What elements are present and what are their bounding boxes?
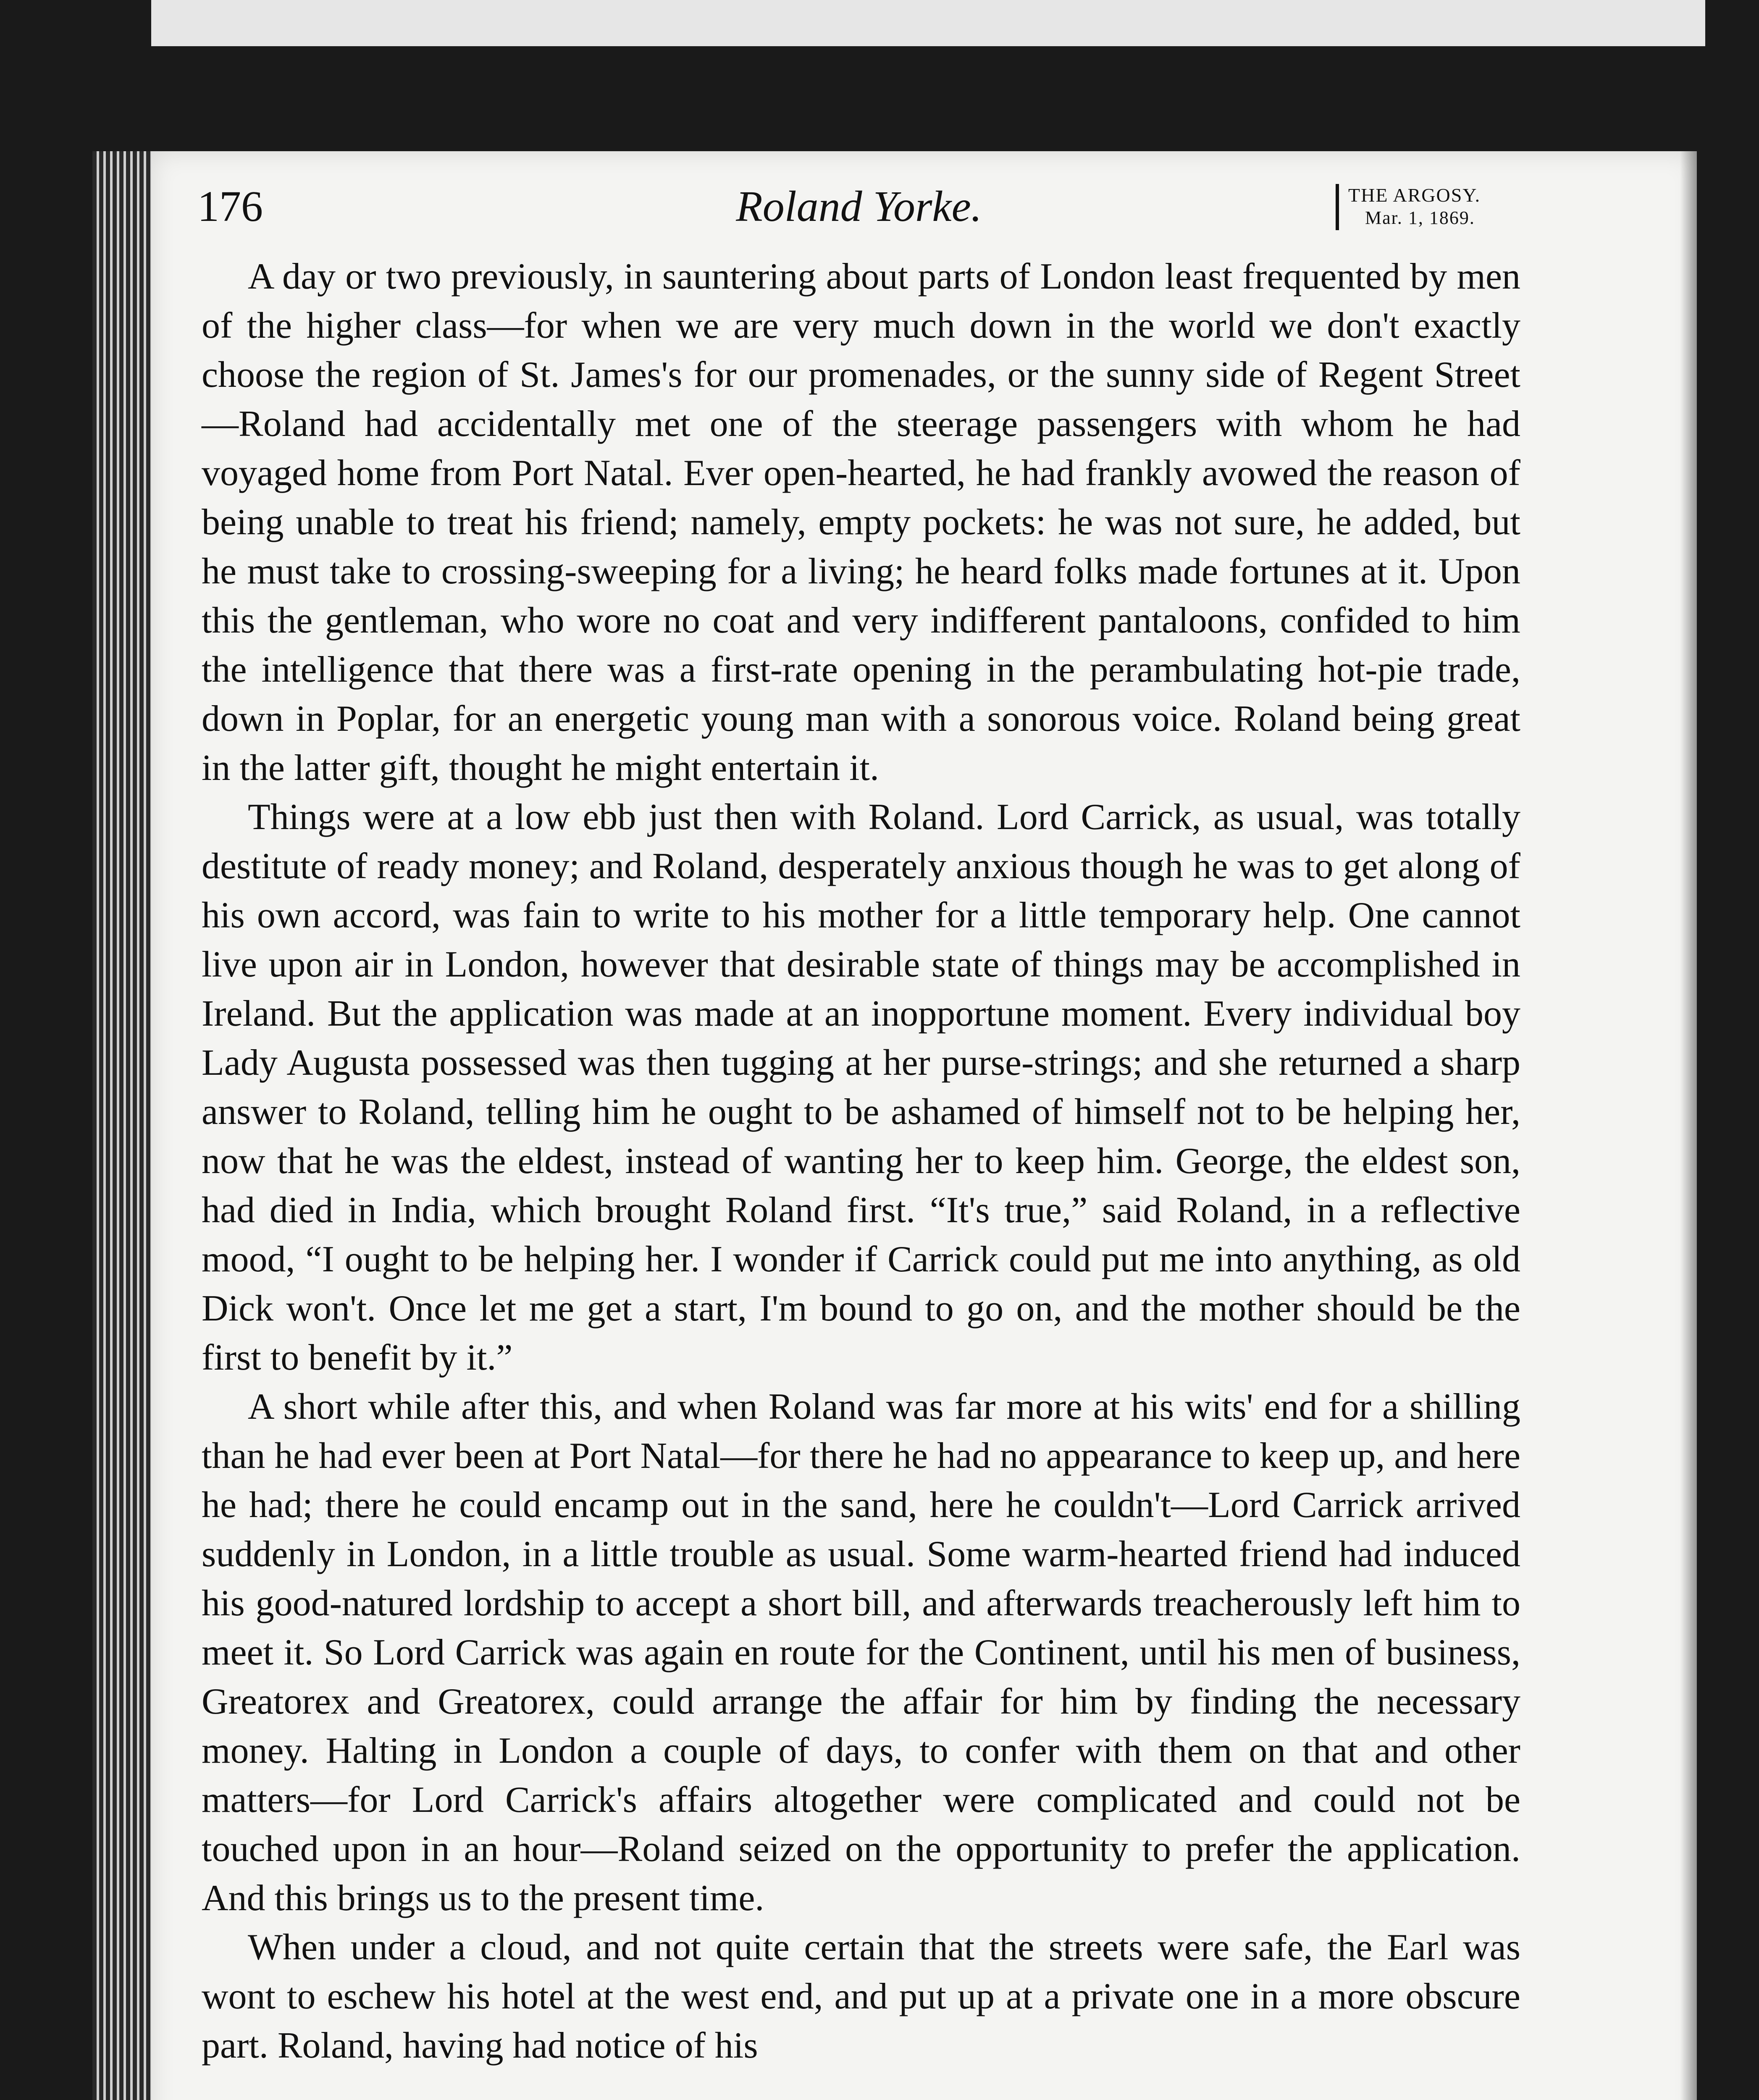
page-header xyxy=(197,160,1520,231)
publication-name: THE ARGOSY. xyxy=(1348,184,1481,206)
paragraph-3: A short while after this, and when Roland was far more at his wits' end for a shilling than he had ever been at Port Natal—for there he had no appearance to keep up, and here he had; there he could encamp out in the sand, here he couldn't—Lord Carrick arrived suddenly in London, in a little trouble as usual. Some warm-hearted friend had induced his good-natured lordship to accept a short bill, and afterwards treacherously left him to meet it. So Lord Carrick was again en route for the Continent, until his men of business, Greatorex and Greatorex, could arrange the affair for him by finding the necessary money. Halting in London a couple of days, to confer with them on that and other matters—for Lord Carrick's affairs altogether were complicated and could not be touched upon in an hour—Roland seized on the opportunity to prefer the application. And this brings us to the present time. xyxy=(202,1386,1520,1919)
page-stack-edge xyxy=(92,151,160,2100)
body-text xyxy=(202,252,1520,2070)
paragraph-4: When under a cloud, and not quite certain that the streets were safe, the Earl was wont to eschew his hotel at the west end, and put up at a private one in a more obscure part. Roland, having had notice of his xyxy=(202,1927,1520,2066)
page-number: 176 xyxy=(197,182,263,231)
issue-date: Mar. 1, 1869. xyxy=(1365,207,1475,228)
paragraph-1: A day or two previously, in sauntering about parts of London least frequented by men of the higher class—for when we are very much down in the world we don't exactly choose the region of St. James's for our promenades, or the sunny side of Regent Street—Roland had accidentally met one of the steerage passengers with whom he had voyaged home from Port Natal. Ever open-hearted, he had frankly avowed the reason of being unable to treat his friend; namely, empty pockets: he was not sure, he added, but he must take to crossing-sweeping for a living; he heard folks made fortunes at it. Upon this the gentleman, who wore no coat and very indifferent pantaloons, confided to him the intelligence that there was a first-rate opening in the perambulating hot-pie trade, down in Poplar, for an energetic young man with a sonorous voice. Roland being great in the latter gift, thought he might entertain it. xyxy=(202,256,1520,788)
issue-info xyxy=(1336,184,1520,230)
running-title: Roland Yorke. xyxy=(736,182,982,231)
paragraph-2: Things were at a low ebb just then with Roland. Lord Carrick, as usual, was totally destitute of ready money; and Roland, desperately anxious though he was to get along of his own accord, was fain to write to his mother for a little temporary help. One cannot live upon air in London, however that desirable state of things may be accomplished in Ireland. But the application was made at an inopportune moment. Every individual boy Lady Augusta possessed was then tugging at her purse-strings; and she returned a sharp answer to Roland, telling him he ought to be ashamed of himself not to be helping her, now that he was the eldest, instead of wanting her to keep him. George, the eldest son, had died in India, which brought Roland first. “It's true,” said Roland, in a reflective mood, “I ought to be helping her. I wonder if Carrick could put me into anything, as old Dick won't. Once let me get a start, I'm bound to go on, and the mother should be the first to benefit by it.” xyxy=(202,797,1520,1378)
previous-page-edge xyxy=(151,0,1705,46)
gutter-shadow xyxy=(1680,151,1697,2100)
